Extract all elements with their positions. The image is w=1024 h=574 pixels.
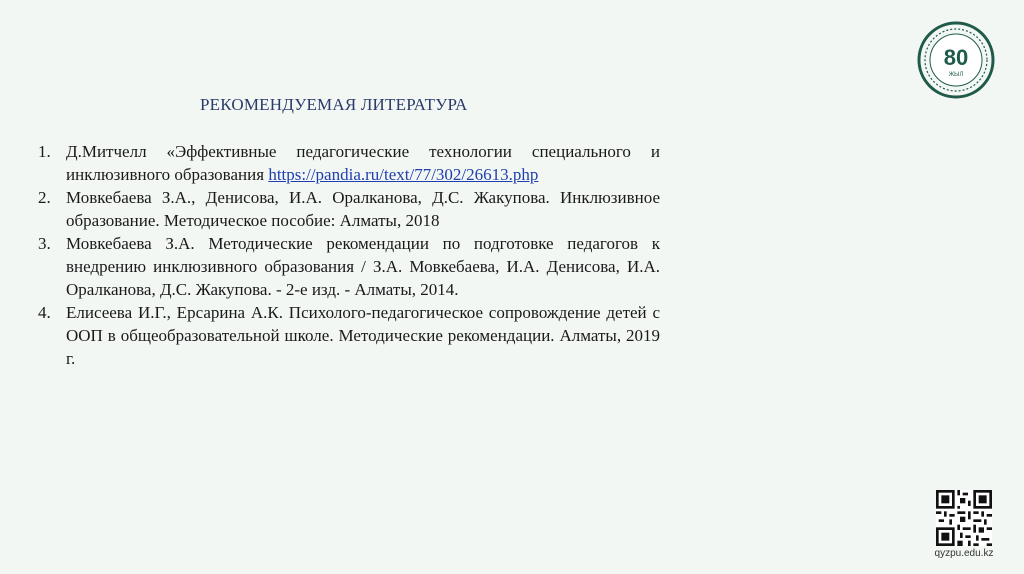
reference-text: Мовкебаева З.А. Методические рекомендации по подготовке педагогов к внедрению инклюзивного образования / З.А. Мовкебаева, И.А. Денисова, И.А. Оралканова, Д.С. Жакупова. - 2-е изд. - Алматы, 2014. <box>66 234 660 299</box>
reference-item <box>38 301 660 370</box>
slide-heading: РЕКОМЕНДУЕМАЯ ЛИТЕРАТУРА <box>200 95 468 114</box>
reference-item <box>38 140 660 186</box>
reference-item <box>38 232 660 301</box>
qr-code-icon <box>936 490 992 546</box>
reference-number: 1. <box>38 142 51 161</box>
seal-number: 80 <box>943 45 969 70</box>
reference-text: Елисеева И.Г., Ерсарина А.К. Психолого-педагогическое сопровождение детей с ООП в общеобразовательной школе. Методические рекомендации. Алматы, 2019 г. <box>66 303 660 368</box>
reference-number: 4. <box>38 303 51 322</box>
reference-number: 2. <box>38 188 51 207</box>
seal-caption: ЖЫЛ <box>948 72 964 78</box>
university-80-years-seal-icon <box>916 20 996 100</box>
reference-link[interactable]: https://pandia.ru/text/77/302/26613.php <box>268 165 539 184</box>
reference-number: 3. <box>38 234 51 253</box>
reference-item <box>38 186 660 232</box>
reference-text: Мовкебаева З.А., Денисова, И.А. Оралканова, Д.С. Жакупова. Инклюзивное образование. Методическое пособие: Алматы, 2018 <box>66 188 660 230</box>
reference-list <box>38 140 660 370</box>
reference-text: Д.Митчелл «Эффективные педагогические технологии специального и инклюзивного образования <box>66 142 660 184</box>
qr-caption: qyzpu.edu.kz <box>934 548 994 559</box>
